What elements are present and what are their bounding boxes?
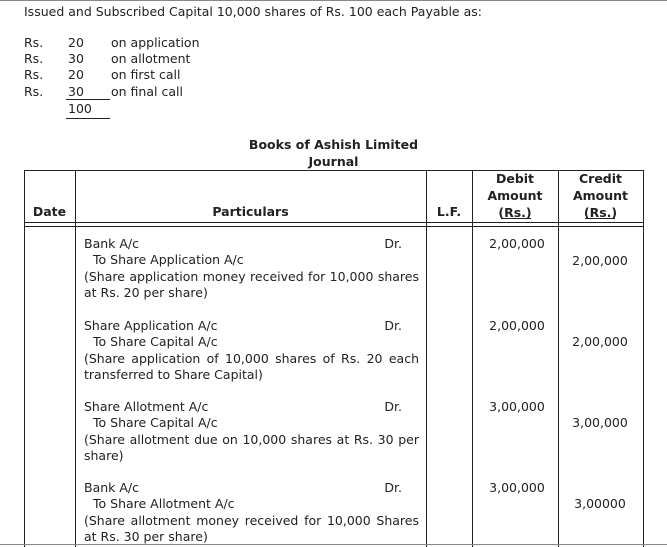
total-underline — [66, 118, 110, 119]
col-divider-lf — [472, 170, 473, 547]
col-divider-debit — [558, 170, 559, 547]
intro-text: Issued and Subscribed Capital 10,000 shares of Rs. 100 each Payable as: — [24, 4, 482, 19]
debit-amount: 2,00,000 — [489, 318, 545, 333]
debit-amount: 3,00,000 — [489, 480, 545, 495]
table-left-border — [24, 170, 25, 547]
col-divider-date — [75, 170, 76, 547]
table-header-border-2 — [24, 226, 644, 227]
header-credit: Credit Amount (Rs.) — [572, 171, 629, 220]
credit-rs-underline — [585, 218, 615, 219]
journal-entry: Share Application A/c Dr. To Share Capital A/c (Share application of 10,000 shares of Rs. 20 each transferred to Share Capital) — [84, 318, 419, 382]
top-rule — [0, 0, 667, 1]
header-debit: Debit Amount (Rs.) — [487, 171, 543, 220]
header-date: Date — [32, 204, 67, 219]
journal-entry: Bank A/c Dr. To Share Allotment A/c (Share allotment money received for 10,000 Shares at Rs. 30 per share) — [84, 480, 419, 544]
header-particulars: Particulars — [212, 204, 289, 219]
bottom-rule — [0, 544, 667, 545]
table-header-border — [24, 222, 644, 223]
debit-amount: 2,00,000 — [489, 236, 545, 251]
journal-entry: Bank A/c Dr. To Share Application A/c (Share application money received for 10,000 shares at Rs. 20 per share) — [84, 236, 419, 300]
col-divider-particulars — [426, 170, 427, 547]
debit-rs-underline — [501, 218, 531, 219]
credit-amount: 3,00000 — [574, 496, 626, 511]
company-title: Books of Ashish Limited — [248, 137, 419, 152]
credit-amount: 3,00,000 — [572, 415, 628, 430]
journal-heading — [0, 136, 667, 170]
total-amount: 100 — [68, 101, 92, 116]
journal-subtitle: Journal — [308, 154, 359, 169]
journal-entry: Share Allotment A/c Dr. To Share Capital A/c (Share allotment due on 10,000 shares at Rs. 30 per share) — [84, 399, 419, 463]
credit-amount: 2,00,000 — [572, 334, 628, 349]
total-rule — [66, 99, 110, 100]
table-right-border — [643, 170, 644, 547]
header-lf: L.F. — [436, 204, 462, 219]
debit-amount: 3,00,000 — [489, 399, 545, 414]
credit-amount: 2,00,000 — [572, 253, 628, 268]
